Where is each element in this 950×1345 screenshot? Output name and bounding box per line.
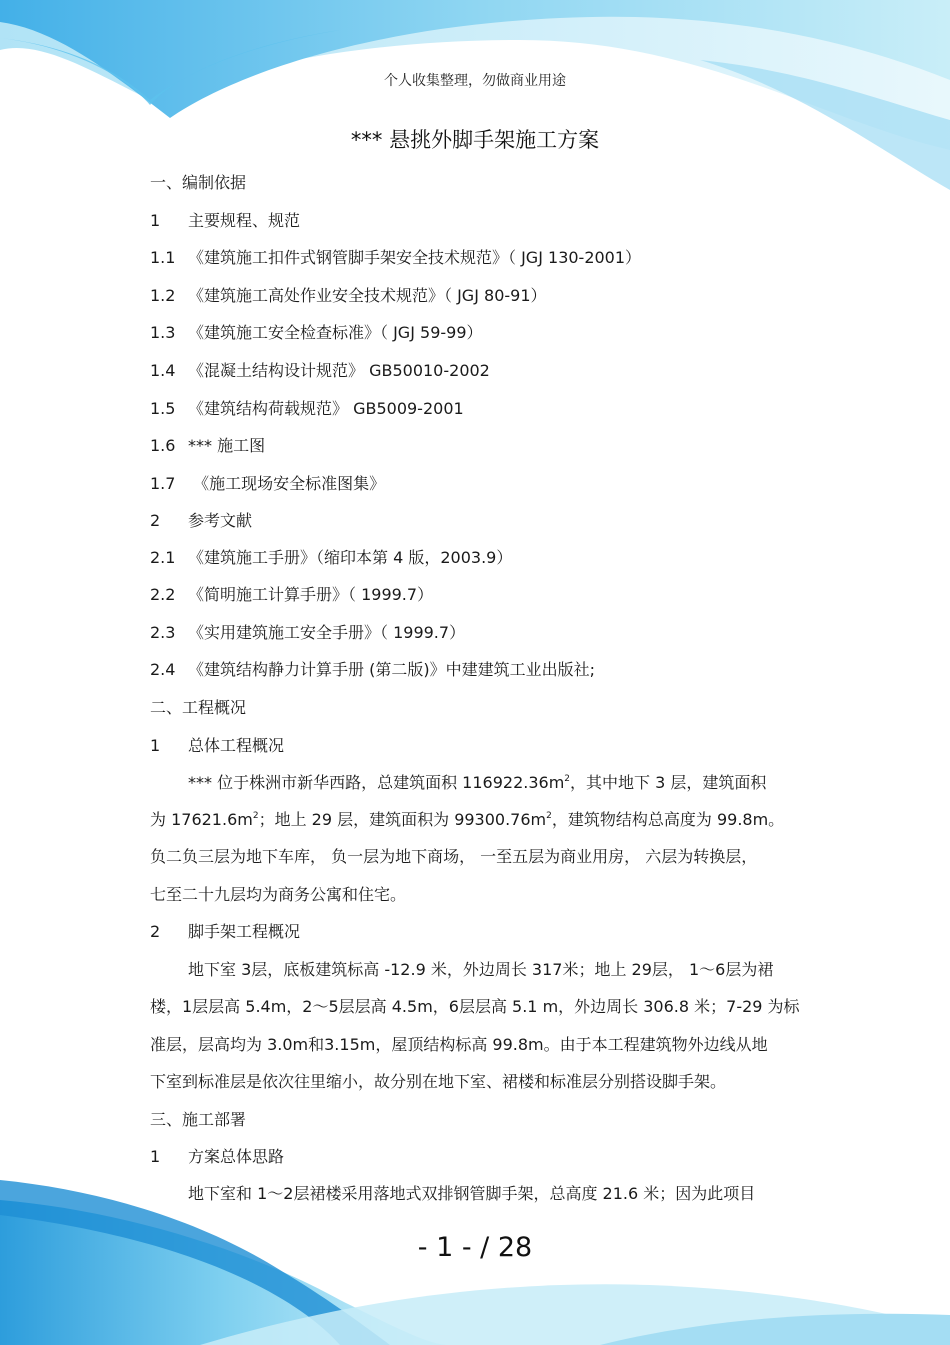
list-item: [150, 473, 385, 495]
item-text: 《施工现场安全标准图集》: [188, 474, 386, 493]
item-number: 2: [150, 511, 161, 530]
item-number: 1.7: [150, 474, 176, 493]
item-text: 《建筑施工安全检查标准》（ JGJ 59-99）: [188, 323, 483, 342]
paragraph-line: 七至二十九层均为商务公寓和住宅。: [150, 885, 407, 904]
paragraph-line: 地下室 3层，底板建筑标高 -12.9 米，外边周长 317米；地上 29层， 1～6层为裙: [188, 960, 774, 979]
item-number: 2: [150, 922, 161, 941]
item-number: 1.4: [150, 361, 176, 380]
item-number: 1.2: [150, 286, 176, 305]
paragraph-line: 楼，1层层高 5.4m，2～5层层高 4.5m，6层层高 5.1 m，外边周长 306.8 米；7-29 为标: [150, 997, 800, 1016]
subsection-heading: [150, 510, 252, 532]
item-number: 2.3: [150, 623, 176, 642]
item-number: 2.1: [150, 548, 176, 567]
list-item: [150, 285, 547, 307]
item-text: 《建筑结构静力计算手册 (第二版)》中建建筑工业出版社;: [188, 660, 595, 679]
item-text: 《建筑施工扣件式钢管脚手架安全技术规范》（ JGJ 130-2001）: [188, 248, 642, 267]
subsection-heading: [150, 210, 300, 232]
paragraph-line: 准层，层高均为 3.0m和3.15m，屋顶结构标高 99.8m。由于本工程建筑物外边线从地: [150, 1035, 768, 1054]
item-number: 1: [150, 736, 161, 755]
list-item: [150, 360, 490, 382]
item-number: 1.5: [150, 399, 176, 418]
item-text: 参考文献: [188, 511, 253, 530]
header-note: 个人收集整理，勿做商业用途: [384, 73, 566, 89]
subsection-heading: [150, 1146, 284, 1168]
item-text: 《实用建筑施工安全手册》（ 1999.7）: [188, 623, 466, 642]
section-heading: 一、编制依据: [150, 173, 247, 192]
list-item: [150, 622, 465, 644]
paragraph-line: 负二负三层为地下车库， 负一层为地下商场， 一至五层为商业用房， 六层为转换层，: [150, 847, 758, 866]
item-text: 《建筑结构荷载规范》 GB5009-2001: [188, 399, 464, 418]
list-item: [150, 247, 641, 269]
paragraph-line: 为 $17621.6m^2$；地上 29 层，建筑面积为 $99300.76m^2$，建筑物结构总高度为 99.8m。: [150, 810, 785, 829]
item-text: 脚手架工程概况: [188, 922, 301, 941]
item-text: 《简明施工计算手册》（ 1999.7）: [188, 585, 434, 604]
item-number: 1.6: [150, 436, 176, 455]
document-title: *** 悬挑外脚手架施工方案: [350, 128, 600, 152]
item-text: 方案总体思路: [188, 1147, 285, 1166]
item-text: 《混凝土结构设计规范》 GB50010-2002: [188, 361, 490, 380]
item-text: 总体工程概况: [188, 736, 285, 755]
item-text: *** 施工图: [188, 436, 266, 455]
section-heading: 三、施工部署: [150, 1110, 247, 1129]
subsection-heading: [150, 735, 284, 757]
item-text: 《建筑施工手册》（缩印本第 4 版，2003.9）: [188, 548, 513, 567]
item-number: 1: [150, 211, 161, 230]
list-item: [150, 547, 512, 569]
item-number: 2.4: [150, 660, 176, 679]
paragraph-line: *** 位于株洲市新华西路，总建筑面积 $116922.36m^2$，其中地下 3 层，建筑面积: [188, 773, 767, 792]
list-item: [150, 584, 433, 606]
item-number: 1: [150, 1147, 161, 1166]
item-text: 《建筑施工高处作业安全技术规范》（ JGJ 80-91）: [188, 286, 547, 305]
list-item: [150, 398, 464, 420]
paragraph-line: 下室到标准层是依次往里缩小，故分别在地下室、裙楼和标准层分别搭设脚手架。: [150, 1072, 727, 1091]
list-item: [150, 659, 595, 681]
item-number: 1.1: [150, 248, 176, 267]
paragraph-line: 地下室和 1～2层裙楼采用落地式双排钢管脚手架，总高度 21.6 米；因为此项目: [188, 1184, 756, 1203]
page-number: - 1 - / 28: [417, 1232, 533, 1263]
list-item: [150, 435, 265, 457]
item-number: 2.2: [150, 585, 176, 604]
item-text: 主要规程、规范: [188, 211, 301, 230]
item-number: 1.3: [150, 323, 176, 342]
section-heading: 二、工程概况: [150, 698, 247, 717]
subsection-heading: [150, 921, 300, 943]
list-item: [150, 322, 483, 344]
